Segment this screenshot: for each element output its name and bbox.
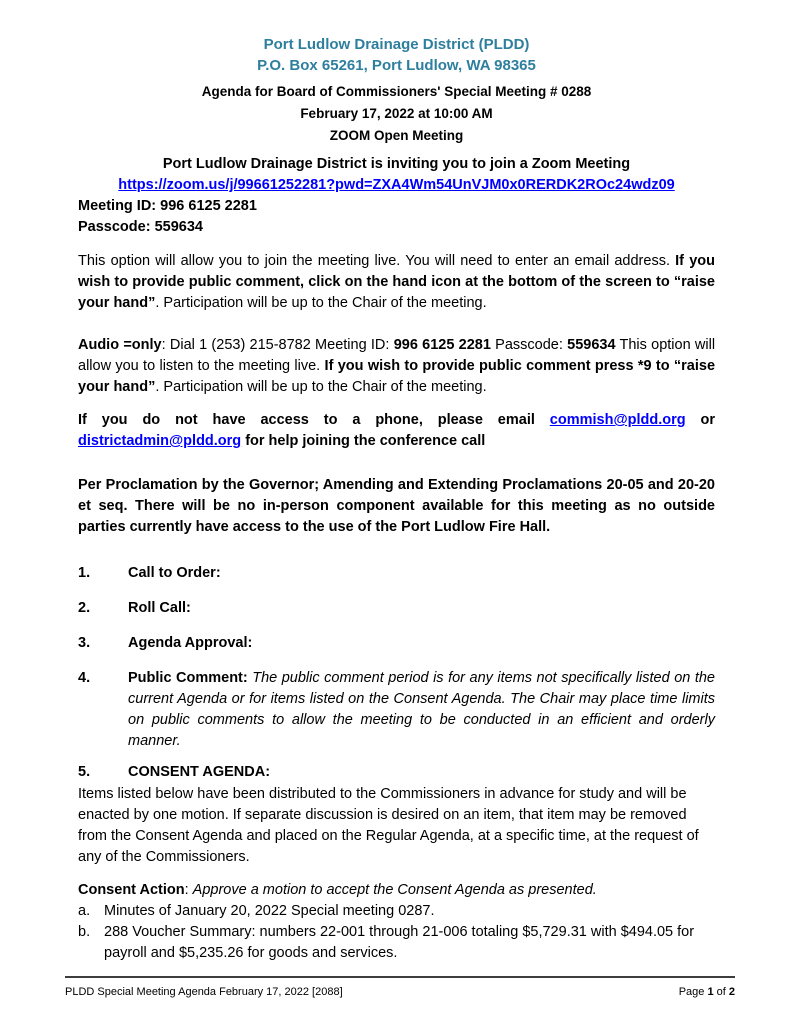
footer-page-total: 2 <box>728 986 735 998</box>
consent-action-text: Approve a motion to accept the Consent Agenda as presented. <box>192 882 597 898</box>
paragraph-proclamation: Per Proclamation by the Governor; Amending and Extending Proclamations 20-05 and 20-20 et seq. There will be no in-person component available for this meeting as no outside parties currently have access to the use of the Port Ludlow Fire Hall. <box>78 477 715 535</box>
join-live-text: This option will allow you to join the meeting live. You will need to enter an email address. <box>78 253 676 269</box>
audio-bold-2: If you wish to provide public comment press *9 to “raise your hand” <box>78 358 716 395</box>
document-header <box>78 34 715 143</box>
join-live-text-2: . Participation will be up to the Chair of the meeting. <box>155 295 487 311</box>
agenda-item-5-label: CONSENT AGENDA: <box>128 764 271 780</box>
audio-passcode: 559634 <box>567 337 616 353</box>
agenda-item-4-label: Public Comment: <box>128 670 248 686</box>
agenda-title: Agenda for Board of Commissioners' Special Meeting # 0288 <box>201 84 592 99</box>
email-help-text-2: or <box>685 412 716 428</box>
footer-page-number: 1 <box>707 986 714 998</box>
consent-item-a-text: Minutes of January 20, 2022 Special meeting 0287. <box>104 903 435 919</box>
agenda-item-2-label: Roll Call: <box>128 600 191 616</box>
meeting-id: Meeting ID: 996 6125 2281 <box>78 198 257 214</box>
footer-page-word: Page <box>678 986 708 998</box>
agenda-item-4-description: The public comment period is for any items not specifically listed on the current Agenda or for items listed on the Consent Agenda. The Chair may place time limits on public comments to allow the meeting to be conducted in an efficient and orderly manner. <box>128 670 715 749</box>
consent-item-b-text: 288 Voucher Summary: numbers 22-001 through 21-006 totaling $5,729.31 with $494.05 for payroll and $5,235.26 for goods and services. <box>104 924 695 961</box>
meeting-date: February 17, 2022 at 10:00 AM <box>300 106 493 121</box>
consent-action-separator: : <box>184 882 193 898</box>
consent-item-a-letter: a. <box>78 903 91 919</box>
org-address: P.O. Box 65261, Port Ludlow, WA 98365 <box>257 57 536 74</box>
audio-text-1: : Dial 1 (253) 215-8782 Meeting ID: <box>161 337 394 353</box>
passcode: Passcode: 559634 <box>78 219 203 235</box>
agenda-item-3-label: Agenda Approval: <box>128 635 253 651</box>
meeting-mode: ZOOM Open Meeting <box>329 128 464 143</box>
paragraph-join-live <box>78 251 715 314</box>
audio-text-4: . Participation will be up to the Chair of the meeting. <box>155 379 487 395</box>
agenda-item-1-label: Call to Order: <box>128 565 221 581</box>
invite-heading: Port Ludlow Drainage District is inviting you to join a Zoom Meeting <box>162 156 631 172</box>
agenda-item-5-number: 5. <box>78 764 91 780</box>
agenda-item-2 <box>78 598 715 619</box>
agenda-item-3 <box>78 633 715 654</box>
paragraph-audio-only <box>78 335 715 398</box>
footer-page-indicator <box>679 986 735 999</box>
zoom-meeting-link[interactable]: https://zoom.us/j/99661252281?pwd=ZXA4Wm54UnVJM0x0RERDK2ROc24wdz09 <box>118 177 675 193</box>
agenda-item-1 <box>78 563 715 584</box>
consent-item-b <box>78 922 715 964</box>
audio-text-2: Passcode: <box>490 337 568 353</box>
join-live-bold: If you wish to provide public comment, click on the hand icon at the bottom of the screen to “raise your hand” <box>78 253 715 311</box>
agenda-item-5 <box>78 762 715 783</box>
page-footer <box>65 976 735 999</box>
consent-agenda-description: Items listed below have been distributed to the Commissioners in advance for study and will be enacted by one motion. If separate discussion is desired on an item, that item may be removed from the Consent Agenda and placed on the Regular Agenda, at a specific time, at the request of any of the Commissioners. <box>78 786 699 865</box>
agenda-item-4-number: 4. <box>78 670 91 686</box>
consent-item-a <box>78 901 715 922</box>
agenda-item-2-number: 2. <box>78 600 91 616</box>
agenda-item-1-number: 1. <box>78 565 91 581</box>
agenda-item-4 <box>78 668 715 752</box>
email-help-text-1: If you do not have access to a phone, please email <box>78 412 550 428</box>
agenda-item-3-number: 3. <box>78 635 91 651</box>
org-name: Port Ludlow Drainage District (PLDD) <box>263 36 530 53</box>
consent-item-b-letter: b. <box>78 924 91 940</box>
audio-text-3: This option will allow you to listen to the meeting live. <box>78 337 716 374</box>
zoom-invite-block <box>78 154 715 238</box>
consent-action-line <box>78 880 715 901</box>
commish-email-link[interactable]: commish@pldd.org <box>549 412 686 428</box>
paragraph-email-help <box>78 410 715 452</box>
agenda-item-4-content <box>128 668 715 752</box>
districtadmin-email-link[interactable]: districtadmin@pldd.org <box>78 433 242 449</box>
email-help-text-3: for help joining the conference call <box>241 433 486 449</box>
audio-only-label: Audio =only <box>78 337 162 353</box>
audio-meeting-id: 996 6125 2281 <box>393 337 491 353</box>
footer-of-word: of <box>713 986 729 998</box>
consent-action-label: Consent Action <box>78 882 185 898</box>
footer-document-title: PLDD Special Meeting Agenda February 17, 2022 [2088] <box>65 986 343 998</box>
